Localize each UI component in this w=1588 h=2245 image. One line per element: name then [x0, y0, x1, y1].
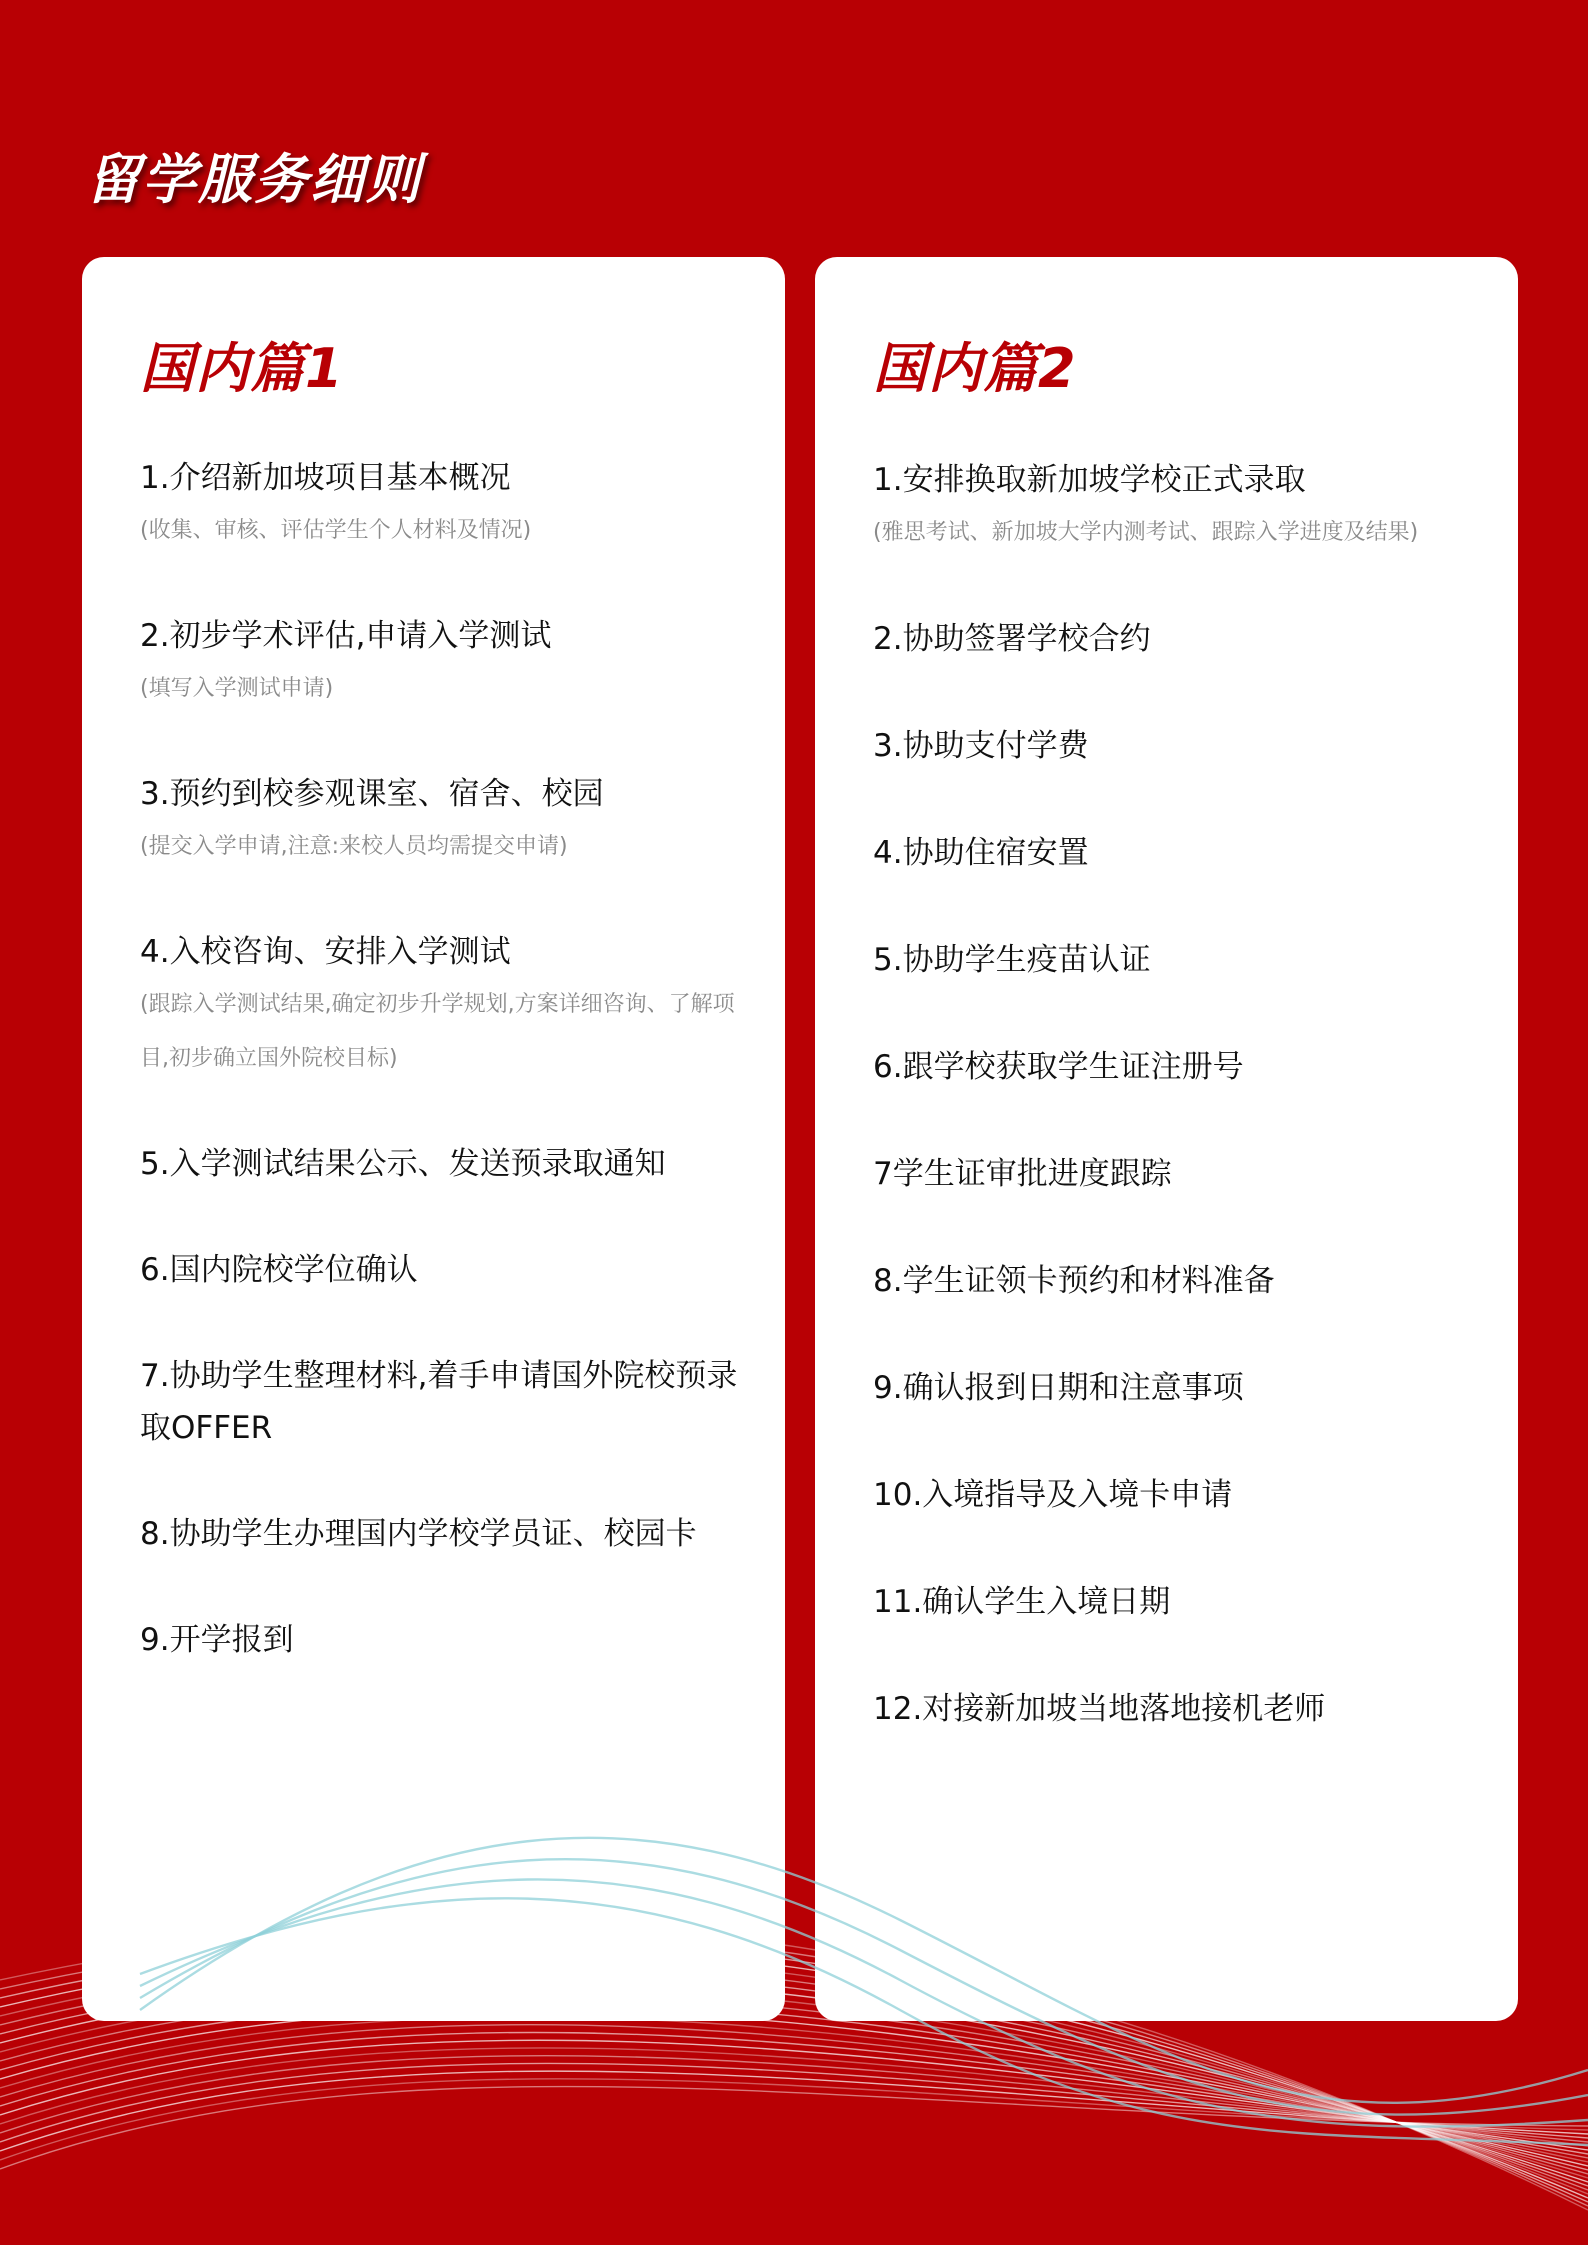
- service-step-item: [873, 934, 1488, 986]
- service-step-item: [873, 1362, 1488, 1414]
- service-step-title: 1.介绍新加坡项目基本概况: [140, 460, 511, 496]
- service-step-title: 12.对接新加坡当地落地接机老师: [873, 1691, 1326, 1727]
- service-step-item: [140, 1508, 755, 1560]
- wave-line: [0, 2048, 1588, 2146]
- service-step-title: 11.确认学生入境日期: [873, 1584, 1171, 1620]
- service-step-title: 3.协助支付学费: [873, 728, 1089, 764]
- service-step-title: 5.协助学生疫苗认证: [873, 942, 1151, 978]
- service-step-item: [140, 1244, 755, 1296]
- service-step-title: 1.安排换取新加坡学校正式录取: [873, 462, 1306, 498]
- wave-accent-line: [140, 1898, 1588, 2145]
- service-step-item: [873, 1041, 1488, 1093]
- service-step-note: (雅思考试、新加坡大学内测考试、跟踪入学进度及结果): [873, 520, 1419, 545]
- service-step-item: [140, 1614, 755, 1666]
- service-step-item: [873, 454, 1488, 560]
- wave-line: [0, 2079, 1588, 2160]
- wave-line: [0, 2087, 1588, 2169]
- service-step-note: (提交入学申请,注意:来校人员均需提交申请): [140, 834, 568, 859]
- service-step-title: 4.入校咨询、安排入学测试: [140, 934, 511, 970]
- page-title: 留学服务细则: [86, 148, 422, 211]
- service-step-title: 8.协助学生办理国内学校学员证、校园卡: [140, 1516, 697, 1552]
- service-step-item: [140, 610, 755, 716]
- service-step-item: [873, 1255, 1488, 1307]
- wave-line: [0, 1947, 1588, 2198]
- service-step-item: [873, 1683, 1488, 1735]
- service-step-title: 2.初步学术评估,申请入学测试: [140, 618, 552, 654]
- service-step-item: [873, 1148, 1488, 1200]
- service-step-title: 8.学生证领卡预约和材料准备: [873, 1263, 1275, 1299]
- service-step-title: 6.国内院校学位确认: [140, 1252, 418, 1288]
- service-step-item: [873, 613, 1488, 665]
- service-step-title: 5.入学测试结果公示、发送预录取通知: [140, 1146, 666, 1182]
- service-step-note: (收集、审核、评估学生个人材料及情况): [140, 518, 532, 543]
- service-step-title: 9.确认报到日期和注意事项: [873, 1370, 1244, 1406]
- service-step-item: [140, 926, 755, 1086]
- service-step-note: (跟踪入学测试结果,确定初步升学规划,方案详细咨询、了解项目,初步确立国外院校目标): [140, 992, 735, 1071]
- card-heading: 国内篇1: [140, 337, 344, 400]
- wave-line: [0, 1924, 1588, 2210]
- service-step-list: [873, 454, 1488, 1735]
- service-step-title: 6.跟学校获取学生证注册号: [873, 1049, 1244, 1085]
- service-step-title: 9.开学报到: [140, 1622, 294, 1658]
- service-step-item: [140, 768, 755, 874]
- service-step-item: [873, 1469, 1488, 1521]
- service-step-item: [873, 827, 1488, 879]
- service-step-title: 4.协助住宿安置: [873, 835, 1089, 871]
- service-step-title: 10.入境指导及入境卡申请: [873, 1477, 1233, 1513]
- service-step-list: [140, 452, 755, 1666]
- wave-line: [0, 2009, 1588, 2166]
- service-step-title: 7.协助学生整理材料,着手申请国外院校预录取OFFER: [140, 1358, 738, 1446]
- service-card-domestic-2: [815, 257, 1518, 2021]
- service-card-domestic-1: [82, 257, 785, 2021]
- service-step-item: [873, 1576, 1488, 1628]
- service-step-note: (填写入学测试申请): [140, 676, 334, 701]
- service-step-title: 2.协助签署学校合约: [873, 621, 1151, 657]
- service-step-item: [140, 452, 755, 558]
- service-step-title: 7学生证审批进度跟踪: [873, 1156, 1172, 1192]
- service-step-item: [140, 1350, 755, 1454]
- decorative-wave-lines: [0, 1830, 1588, 2245]
- service-step-item: [140, 1138, 755, 1190]
- wave-line: [0, 1939, 1588, 2202]
- wave-line: [0, 2040, 1588, 2150]
- wave-line: [0, 1955, 1588, 2194]
- service-step-item: [873, 720, 1488, 772]
- wave-line: [0, 2017, 1588, 2162]
- wave-line: [0, 1986, 1588, 2178]
- service-step-title: 3.预约到校参观课室、宿舍、校园: [140, 776, 604, 812]
- card-heading: 国内篇2: [873, 337, 1077, 400]
- wave-line: [0, 2025, 1588, 2158]
